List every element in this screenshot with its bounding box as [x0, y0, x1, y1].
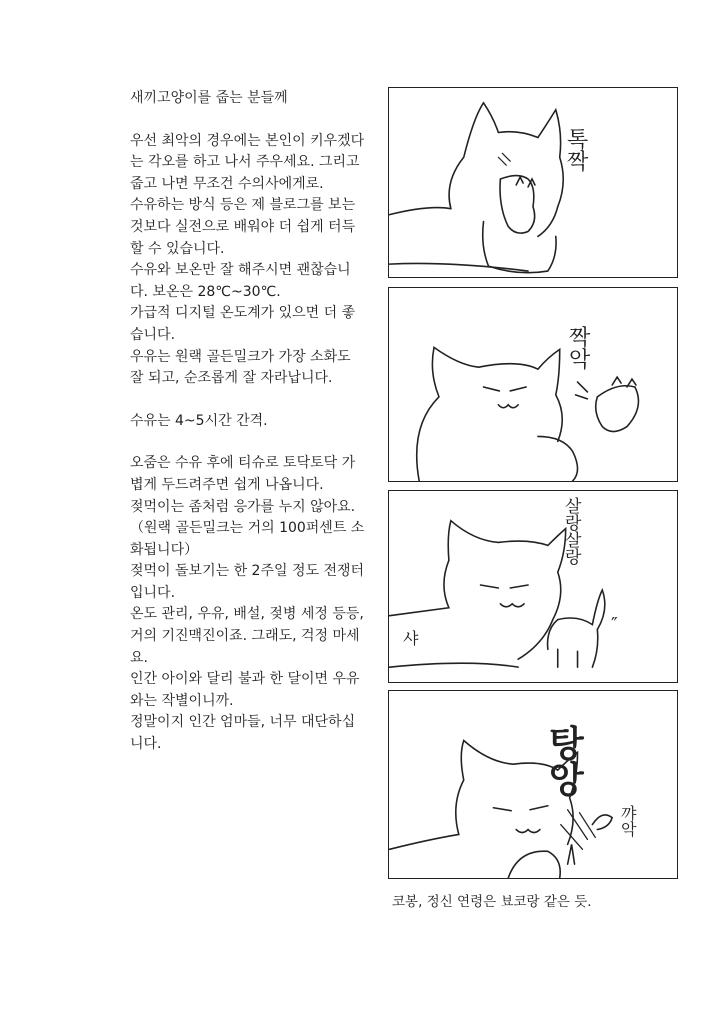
- panel-2-drawing: [389, 288, 677, 481]
- panel-4-sfx-bang: 탕 앙: [549, 724, 584, 801]
- panel-4-sfx-yelp: 꺄 악: [621, 804, 637, 839]
- article-title: 새끼고양이를 줍는 분들께: [130, 90, 288, 106]
- panel-3-sfx-swish: 살 랑 살 랑: [565, 497, 582, 568]
- panel-2-sfx: 짝 악: [569, 326, 591, 373]
- panel-1-drawing: [389, 88, 677, 277]
- panel-3-sfx-wave: 샤: [403, 629, 419, 648]
- comic-panel-2: [388, 287, 678, 482]
- comic-panel-4: [388, 690, 678, 879]
- panel-3-drawing: [389, 491, 677, 682]
- panel-4-drawing: [389, 691, 677, 878]
- article-text: [130, 88, 380, 756]
- paragraph-feeding-interval: 수유는 4~5시간 간격.: [130, 412, 268, 429]
- comic-panel-1: [388, 87, 678, 278]
- comic-panel-3: [388, 490, 678, 683]
- paragraph-intro: 우선 최악의 경우에는 본인이 키우겠다 는 각오를 하고 나서 주우세요. 그리고 줍고 나면 무조건 수의사에게로. 수유하는 방식 등은 제 블로그를 보는 것보다 실전으로 배워야 더 쉽게 터득 할 수 있습니다. 수유와 보온만 잘 해주시면 괜찮습니 다. 보온은 28℃~30℃. 가급적 디지털 온도계가 있으면 더 좋 습니다. 우유는 원랙 골든밀크가 가장 소화도 잘 되고, 순조롭게 잘 자라납니다.: [130, 132, 365, 387]
- comic-caption: 코봉, 정신 연령은 뵤코랑 같은 듯.: [392, 894, 592, 910]
- panel-1-sfx: 톡 짝: [567, 128, 589, 175]
- panel-3-sfx-mark: ″: [611, 614, 618, 635]
- paragraph-care: 오줌은 수유 후에 티슈로 토닥토닥 가 볍게 두드려주면 쉽게 나옵니다. 젖먹이는 좀처럼 응가를 누지 않아요. （원랙 골든밀크는 거의 100퍼센트 소 화됩니다） 젖먹이 돌보기는 한 2주일 정도 전쟁터 입니다. 온도 관리, 우유, 배설, 젖병 세정 등등, 거의 기진맥진이죠. 그래도, 걱정 마세 요. 인간 아이와 달리 불과 한 달이면 우유 와는 작별이니까. 정말이지 인간 엄마들, 너무 대단하십 니다.: [130, 455, 365, 753]
